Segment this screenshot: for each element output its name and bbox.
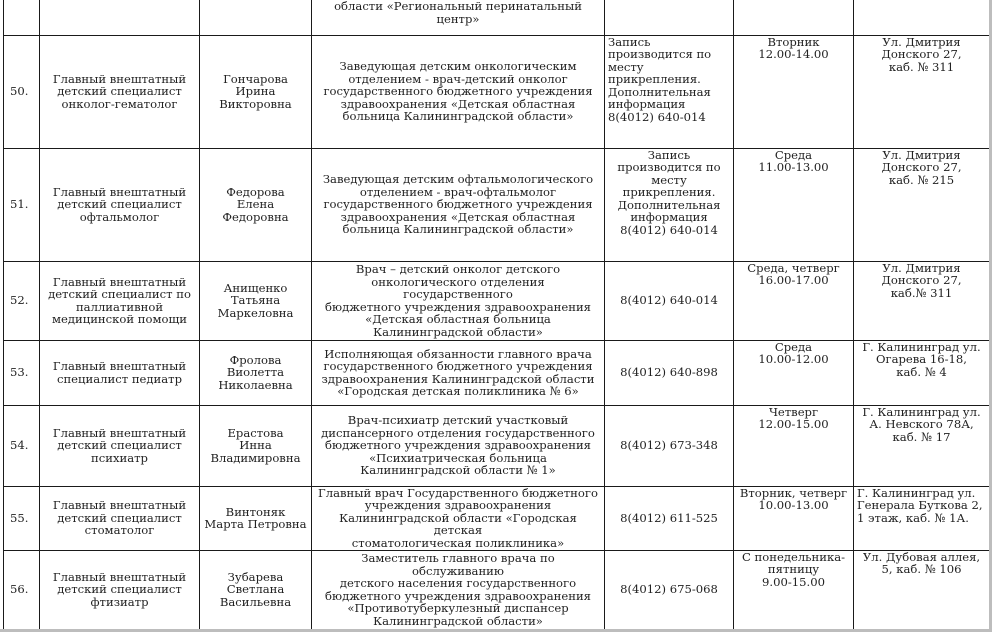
cell-name: Ерастова Инна Владимировна bbox=[200, 405, 312, 486]
table-row bbox=[4, 486, 990, 550]
cell-contact: 8(4012) 640-898 bbox=[605, 340, 734, 405]
cell-position: Главный врач Государственного бюджетного учреждения здравоохранения Калининградской области «Городская детская стоматологическая поликлиника» bbox=[312, 486, 605, 550]
cell-num: 55. bbox=[4, 486, 40, 550]
cell-contact: 8(4012) 640-014 bbox=[605, 261, 734, 340]
cell-address: Ул. Дмитрия Донского 27, каб.№ 311 bbox=[854, 261, 990, 340]
cell-contact: Запись производится по месту прикрепления. Дополнительная информация 8(4012) 640-014 bbox=[605, 35, 734, 148]
cell-contact: 8(4012) 611-525 bbox=[605, 486, 734, 550]
cell-address: Г. Калининград ул. А. Невского 78А, каб. № 17 bbox=[854, 405, 990, 486]
cell-address: Ул. Дмитрия Донского 27, каб. № 311 bbox=[854, 35, 990, 148]
cell-schedule: Вторник 12.00-14.00 bbox=[734, 35, 854, 148]
cell-title bbox=[40, 0, 200, 35]
cell-title: Главный внештатный детский специалист офтальмолог bbox=[40, 148, 200, 261]
table-row bbox=[4, 340, 990, 405]
document-page bbox=[3, 0, 989, 630]
cell-title: Главный внештатный детский специалист психиатр bbox=[40, 405, 200, 486]
cell-contact: 8(4012) 675-068 bbox=[605, 550, 734, 629]
cell-name bbox=[200, 0, 312, 35]
cell-num: 54. bbox=[4, 405, 40, 486]
cell-position: Врач-психиатр детский участковый диспансерного отделения государственного бюджетного учреждения здравоохранения «Психиатрическая больница Калининградской области № 1» bbox=[312, 405, 605, 486]
cell-schedule: Среда 10.00-12.00 bbox=[734, 340, 854, 405]
cell-name: Федорова Елена Федоровна bbox=[200, 148, 312, 261]
table-row bbox=[4, 35, 990, 148]
cell-title: Главный внештатный детский специалист по паллиативной медицинской помощи bbox=[40, 261, 200, 340]
cell-position: Исполняющая обязанности главного врача государственного бюджетного учреждения здравоохранения Калининградской области «Городская детская поликлиника № 6» bbox=[312, 340, 605, 405]
cell-title: Главный внештатный детский специалист онколог-гематолог bbox=[40, 35, 200, 148]
cell-position: Заведующая детским онкологическим отделением - врач-детский онколог государственного бюджетного учреждения здравоохранения «Детская областная больница Калининградской области» bbox=[312, 35, 605, 148]
cell-address: Ул. Дубовая аллея, 5, каб. № 106 bbox=[854, 550, 990, 629]
cell-schedule bbox=[734, 0, 854, 35]
cell-title: Главный внештатный специалист педиатр bbox=[40, 340, 200, 405]
cell-num: 52. bbox=[4, 261, 40, 340]
cell-position: Врач – детский онколог детского онкологического отделения государственного бюджетного учреждения здравоохранения «Детская областная больница Калининградской области» bbox=[312, 261, 605, 340]
cell-address: Г. Калининград ул. Генерала Буткова 2, 1 этаж, каб. № 1А. bbox=[854, 486, 990, 550]
cell-contact: 8(4012) 673-348 bbox=[605, 405, 734, 486]
cell-name: Винтоняк Марта Петровна bbox=[200, 486, 312, 550]
cell-schedule: Вторник, четверг 10.00-13.00 bbox=[734, 486, 854, 550]
table-row bbox=[4, 550, 990, 629]
cell-address: Ул. Дмитрия Донского 27, каб. № 215 bbox=[854, 148, 990, 261]
cell-contact bbox=[605, 0, 734, 35]
cell-schedule: Четверг 12.00-15.00 bbox=[734, 405, 854, 486]
cell-num: 56. bbox=[4, 550, 40, 629]
table-row bbox=[4, 148, 990, 261]
cell-name: Фролова Виолетта Николаевна bbox=[200, 340, 312, 405]
table-row bbox=[4, 261, 990, 340]
table-row bbox=[4, 405, 990, 486]
cell-num: 51. bbox=[4, 148, 40, 261]
cell-name: Гончарова Ирина Викторовна bbox=[200, 35, 312, 148]
cell-num bbox=[4, 0, 40, 35]
cell-name: Зубарева Светлана Васильевна bbox=[200, 550, 312, 629]
cell-num: 50. bbox=[4, 35, 40, 148]
cell-num: 53. bbox=[4, 340, 40, 405]
cell-title: Главный внештатный детский специалист стоматолог bbox=[40, 486, 200, 550]
cell-position: области «Региональный перинатальный центр» bbox=[312, 0, 605, 35]
cell-title: Главный внештатный детский специалист фтизиатр bbox=[40, 550, 200, 629]
cell-position: Заместитель главного врача по обслуживанию детского населения государственного бюджетного учреждения здравоохранения «Противотуберкулезный диспансер Калининградской области» bbox=[312, 550, 605, 629]
cell-position: Заведующая детским офтальмологического отделением - врач-офтальмолог государственного бюджетного учреждения здравоохранения «Детская областная больница Калининградской области» bbox=[312, 148, 605, 261]
cell-schedule: С понедельника- пятницу 9.00-15.00 bbox=[734, 550, 854, 629]
table-row-continued bbox=[4, 0, 990, 35]
cell-name: Анищенко Татьяна Маркеловна bbox=[200, 261, 312, 340]
cell-schedule: Среда, четверг 16.00-17.00 bbox=[734, 261, 854, 340]
cell-schedule: Среда 11.00-13.00 bbox=[734, 148, 854, 261]
cell-address bbox=[854, 0, 990, 35]
cell-contact: Запись производится по месту прикрепления. Дополнительная информация 8(4012) 640-014 bbox=[605, 148, 734, 261]
cell-address: Г. Калининград ул. Огарева 16-18, каб. № 4 bbox=[854, 340, 990, 405]
specialists-table bbox=[3, 0, 990, 630]
